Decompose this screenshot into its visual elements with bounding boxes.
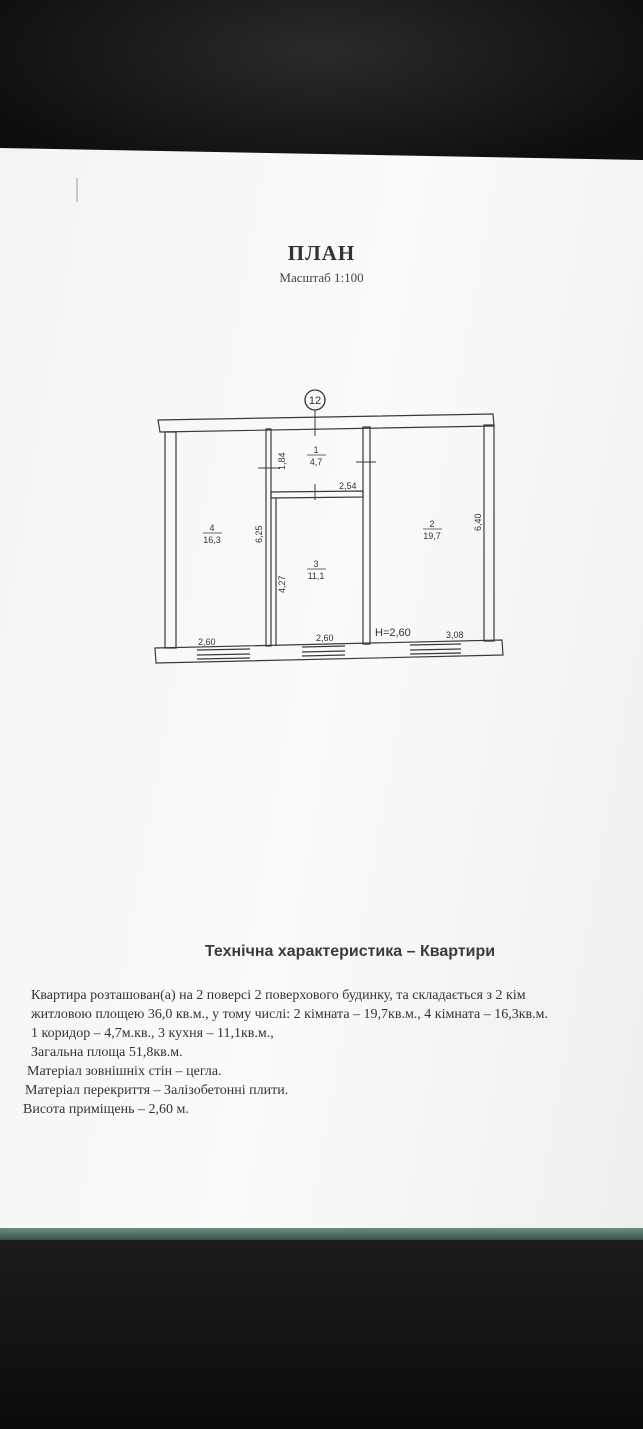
right-wall bbox=[484, 425, 494, 641]
room4-number: 4 bbox=[209, 523, 215, 533]
room3-number: 3 bbox=[313, 559, 319, 569]
left-wall bbox=[165, 432, 176, 648]
dim-4-27: 4,27 bbox=[277, 575, 287, 593]
plan-scale: Масштаб 1:100 bbox=[279, 270, 364, 285]
characteristics-line: Матеріал зовнішніх стін – цегла. bbox=[27, 1064, 222, 1079]
window-left bbox=[197, 649, 250, 659]
room4-area: 16,3 bbox=[203, 535, 221, 545]
partition-wall-left bbox=[266, 429, 271, 646]
top-wall bbox=[158, 414, 494, 432]
room2-number: 2 bbox=[429, 519, 435, 529]
plan-title: ПЛАН bbox=[287, 241, 356, 265]
room1-area: 4,7 bbox=[309, 457, 323, 467]
characteristics-line: житловою площею 36,0 кв.м., у тому числі: 2 кімната – 19,7кв.м., 4 кімната – 16,3кв.м. bbox=[31, 1007, 548, 1022]
characteristics-line: 1 коридор – 4,7м.кв., 3 кухня – 11,1кв.м., bbox=[31, 1026, 274, 1041]
axis-marker-label: 12 bbox=[308, 395, 322, 407]
room2-area: 19,7 bbox=[423, 531, 441, 541]
ceiling-height: H=2,60 bbox=[375, 627, 411, 639]
background-bottom bbox=[0, 1240, 643, 1429]
dim-6-40: 6,40 bbox=[473, 513, 483, 531]
dim-2-60-mid: 2,60 bbox=[316, 633, 334, 643]
partition-wall-right bbox=[363, 427, 370, 644]
dim-2-54: 2,54 bbox=[339, 481, 357, 491]
dim-1-84: 1,84 bbox=[277, 452, 287, 470]
window-right bbox=[410, 644, 461, 654]
characteristics-line: Квартира розташован(а) на 2 поверсі 2 поверхового будинку, та складається з 2 кім bbox=[31, 988, 526, 1003]
window-middle bbox=[302, 646, 345, 656]
dim-6-25: 6,25 bbox=[254, 525, 264, 543]
room1-number: 1 bbox=[313, 445, 319, 455]
characteristics-line: Загальна площа 51,8кв.м. bbox=[31, 1045, 183, 1060]
characteristics-line: Висота приміщень – 2,60 м. bbox=[23, 1102, 189, 1117]
characteristics-title: Технічна характеристика – Квартири bbox=[204, 943, 496, 960]
characteristics-line: Матеріал перекриття – Залізобетонні плити. bbox=[25, 1083, 289, 1098]
dim-3-08: 3,08 bbox=[446, 630, 464, 640]
corridor-divider bbox=[271, 491, 363, 498]
room3-area: 11,1 bbox=[307, 571, 325, 581]
dim-2-60-left: 2,60 bbox=[198, 637, 216, 647]
characteristics-text bbox=[25, 986, 643, 1119]
